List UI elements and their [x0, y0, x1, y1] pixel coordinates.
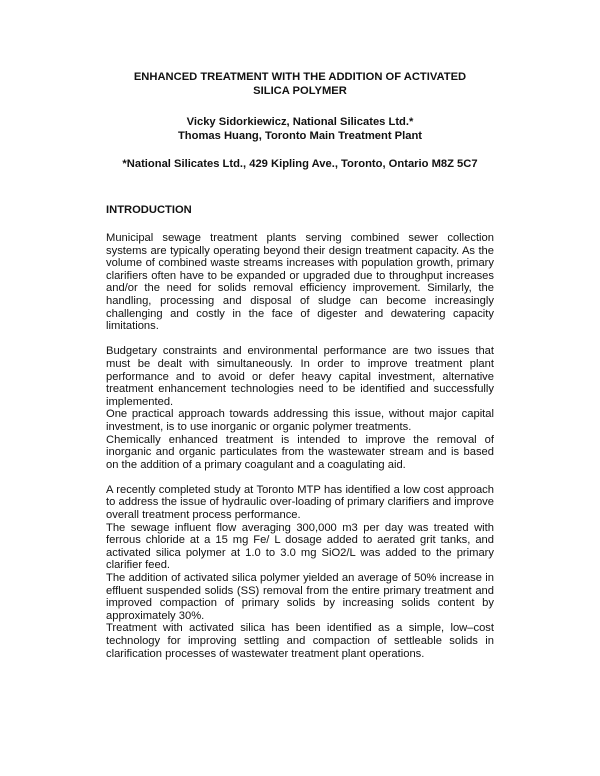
author-block — [106, 115, 494, 143]
paragraph-4: Chemically enhanced treatment is intended to improve the removal of inorganic and organic particulates from the wastewater stream and is based on the addition of a primary coagulant and a coagulating aid. — [106, 433, 494, 471]
paper-title — [120, 70, 480, 98]
paragraph-7: The addition of activated silica polymer yielded an average of 50% increase in effluent suspended solids (SS) removal from the entire primary treatment and improved compaction of primary solids by increasing solids content by approximately 30%. — [106, 572, 494, 622]
title-line-2: SILICA POLYMER — [253, 85, 347, 97]
paragraph-5: A recently completed study at Toronto MTP has identified a low cost approach to address the issue of hydraulic over-loading of primary clarifiers and improve overall treatment process performance. — [106, 483, 494, 522]
paragraph-1: Municipal sewage treatment plants serving combined sewer collection systems are typically operating beyond their design treatment capacity. As the volume of combined waste streams increases with population growth, primary clarifiers often have to be expanded or upgraded due to throughput increases and/or the need for solids removal efficiency improvement. Similarly, the handling, processing and disposal of sludge can become increasingly challenging and costly in the face of digester and dewatering capacity limitations. — [106, 232, 494, 333]
paragraph-2: Budgetary constraints and environmental performance are two issues that must be dealt with simultaneously. In order to improve treatment plant performance and to avoid or defer heavy capital investment, alternative treatment enhancement technologies need to be identified and successfully implemented. — [106, 345, 494, 408]
author-1: Vicky Sidorkiewicz, National Silicates Ltd.* — [186, 116, 414, 128]
affiliation: *National Silicates Ltd., 429 Kipling Ave., Toronto, Ontario M8Z 5C7 — [122, 158, 478, 170]
introduction-body — [106, 232, 494, 660]
title-line-1: ENHANCED TREATMENT WITH THE ADDITION OF ACTIVATED — [133, 71, 467, 83]
section-heading-introduction: INTRODUCTION — [106, 204, 192, 216]
paragraph-8: Treatment with activated silica has been identified as a simple, low–cost technology for improving settling and compaction of settleable solids in clarification processes of wastewater treatment plant operations. — [106, 622, 494, 660]
paragraph-6: The sewage influent flow averaging 300,000 m3 per day was treated with ferrous chloride at a 15 mg Fe/ L dosage added to aerated grit tanks, and activated silica polymer at 1.0 to 3.0 mg SiO2/L was added to the primary clarifier feed. — [106, 521, 494, 572]
author-2: Thomas Huang, Toronto Main Treatment Plant — [177, 130, 423, 142]
paragraph-3: One practical approach towards addressing this issue, without major capital investment, is to use inorganic or organic polymer treatments. — [106, 408, 494, 433]
